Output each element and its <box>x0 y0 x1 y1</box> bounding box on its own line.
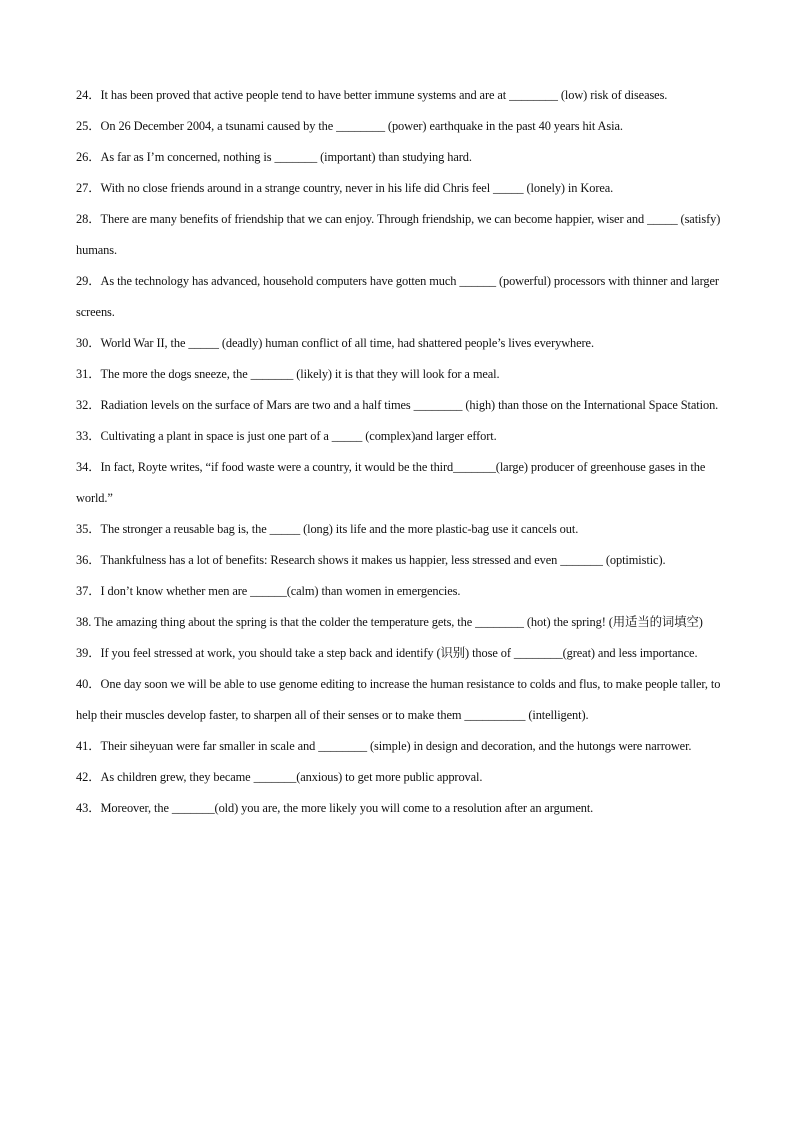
question-number: 24 <box>76 88 89 102</box>
question-number: 36 <box>76 553 89 567</box>
question-text: Their siheyuan were far smaller in scale and ________ (simple) in design and decoration, and the hutongs were narrower. <box>100 739 692 753</box>
question-text: It has been proved that active people tend to have better immune systems and are at ________ (low) risk of diseases. <box>100 88 668 102</box>
question-text: On 26 December 2004, a tsunami caused by the ________ (power) earthquake in the past 40 years hit Asia. <box>100 119 623 133</box>
question-text: One day soon we will be able to use genome editing to increase the human resistance to colds and flus, to make people taller, to help their muscles develop faster, to sharpen all of their senses or to make them __________ (intelligent). <box>76 677 721 722</box>
question-37: 37．I don’t know whether men are ______(calm) than women in emergencies. <box>76 584 461 598</box>
question-number: 35 <box>76 522 89 536</box>
question-number: 38 <box>76 615 89 629</box>
question-40: 40．One day soon we will be able to use genome editing to increase the human resistance to colds and flus, to make people taller, to help their muscles develop faster, to sharpen all of their senses or to make them __________ (intelligent). <box>76 677 721 722</box>
question-number: 33 <box>76 429 89 443</box>
question-43: 43．Moreover, the _______(old) you are, the more likely you will come to a resolution after an argument. <box>76 801 594 815</box>
question-number: 40 <box>76 677 89 691</box>
question-42: 42．As children grew, they became _______(anxious) to get more public approval. <box>76 770 483 784</box>
question-text: As far as I’m concerned, nothing is _______ (important) than studying hard. <box>100 150 472 164</box>
question-29: 29．As the technology has advanced, household computers have gotten much ______ (powerful) processors with thinner and larger screens. <box>76 274 719 319</box>
question-text: The more the dogs sneeze, the _______ (likely) it is that they will look for a meal. <box>100 367 500 381</box>
question-text: If you feel stressed at work, you should take a step back and identify (识别) those of ________(great) and less importance. <box>100 646 698 660</box>
question-33: 33．Cultivating a plant in space is just one part of a _____ (complex)and larger effort. <box>76 429 497 443</box>
question-34: 34．In fact, Royte writes, “if food waste were a country, it would be the third_______(large) producer of greenhouse gases in the world.” <box>76 460 706 505</box>
question-number: 32 <box>76 398 89 412</box>
question-31: 31．The more the dogs sneeze, the _______ (likely) it is that they will look for a meal. <box>76 367 500 381</box>
question-number: 41 <box>76 739 89 753</box>
question-27: 27．With no close friends around in a strange country, never in his life did Chris feel _____ (lonely) in Korea. <box>76 181 614 195</box>
question-number: 31 <box>76 367 89 381</box>
question-36: 36．Thankfulness has a lot of benefits: Research shows it makes us happier, less stressed and even _______ (optimistic). <box>76 553 666 567</box>
question-number: 29 <box>76 274 89 288</box>
worksheet-page <box>76 80 722 824</box>
question-text: Moreover, the _______(old) you are, the more likely you will come to a resolution after an argument. <box>100 801 594 815</box>
question-30: 30．World War II, the _____ (deadly) human conflict of all time, had shattered people’s lives everywhere. <box>76 336 594 350</box>
question-text: As the technology has advanced, household computers have gotten much ______ (powerful) processors with thinner and larger screens. <box>76 274 719 319</box>
question-25: 25．On 26 December 2004, a tsunami caused by the ________ (power) earthquake in the past 40 years hit Asia. <box>76 119 623 133</box>
question-number: 39 <box>76 646 89 660</box>
question-number: 42 <box>76 770 89 784</box>
question-number: 37 <box>76 584 89 598</box>
question-39: 39．If you feel stressed at work, you should take a step back and identify (识别) those of ________(great) and less importance. <box>76 646 698 660</box>
question-text: Cultivating a plant in space is just one part of a _____ (complex)and larger effort. <box>100 429 497 443</box>
question-number: 43 <box>76 801 89 815</box>
question-text: World War II, the _____ (deadly) human conflict of all time, had shattered people’s lives everywhere. <box>100 336 594 350</box>
question-35: 35．The stronger a reusable bag is, the _____ (long) its life and the more plastic-bag use it cancels out. <box>76 522 579 536</box>
question-32: 32．Radiation levels on the surface of Mars are two and a half times ________ (high) than those on the International Space Station. <box>76 398 719 412</box>
question-number: 27 <box>76 181 89 195</box>
question-number: 25 <box>76 119 89 133</box>
question-24: 24．It has been proved that active people tend to have better immune systems and are at ________ (low) risk of diseases. <box>76 88 668 102</box>
question-text: As children grew, they became _______(anxious) to get more public approval. <box>100 770 483 784</box>
question-26: 26．As far as I’m concerned, nothing is _______ (important) than studying hard. <box>76 150 472 164</box>
question-number: 34 <box>76 460 89 474</box>
question-28: 28．There are many benefits of friendship that we can enjoy. Through friendship, we can become happier, wiser and _____ (satisfy) humans. <box>76 212 721 257</box>
question-number: 26 <box>76 150 89 164</box>
question-text: With no close friends around in a strange country, never in his life did Chris feel _____ (lonely) in Korea. <box>100 181 614 195</box>
question-41: 41．Their siheyuan were far smaller in scale and ________ (simple) in design and decoration, and the hutongs were narrower. <box>76 739 692 753</box>
question-number: 30 <box>76 336 89 350</box>
question-number: 28 <box>76 212 89 226</box>
question-text: Radiation levels on the surface of Mars are two and a half times ________ (high) than those on the International Space Station. <box>100 398 719 412</box>
question-text: Thankfulness has a lot of benefits: Research shows it makes us happier, less stressed and even _______ (optimistic). <box>100 553 666 567</box>
question-text: In fact, Royte writes, “if food waste were a country, it would be the third_______(large) producer of greenhouse gases in the world.” <box>76 460 706 505</box>
question-text: I don’t know whether men are ______(calm) than women in emergencies. <box>100 584 461 598</box>
question-text: There are many benefits of friendship that we can enjoy. Through friendship, we can become happier, wiser and _____ (satisfy) humans. <box>76 212 721 257</box>
question-38: 38. The amazing thing about the spring is that the colder the temperature gets, the ________ (hot) the spring! (用适当的词填空) <box>76 615 703 629</box>
question-text: The amazing thing about the spring is that the colder the temperature gets, the ________ (hot) the spring! (用适当的词填空) <box>93 615 703 629</box>
question-text: The stronger a reusable bag is, the _____ (long) its life and the more plastic-bag use it cancels out. <box>100 522 579 536</box>
